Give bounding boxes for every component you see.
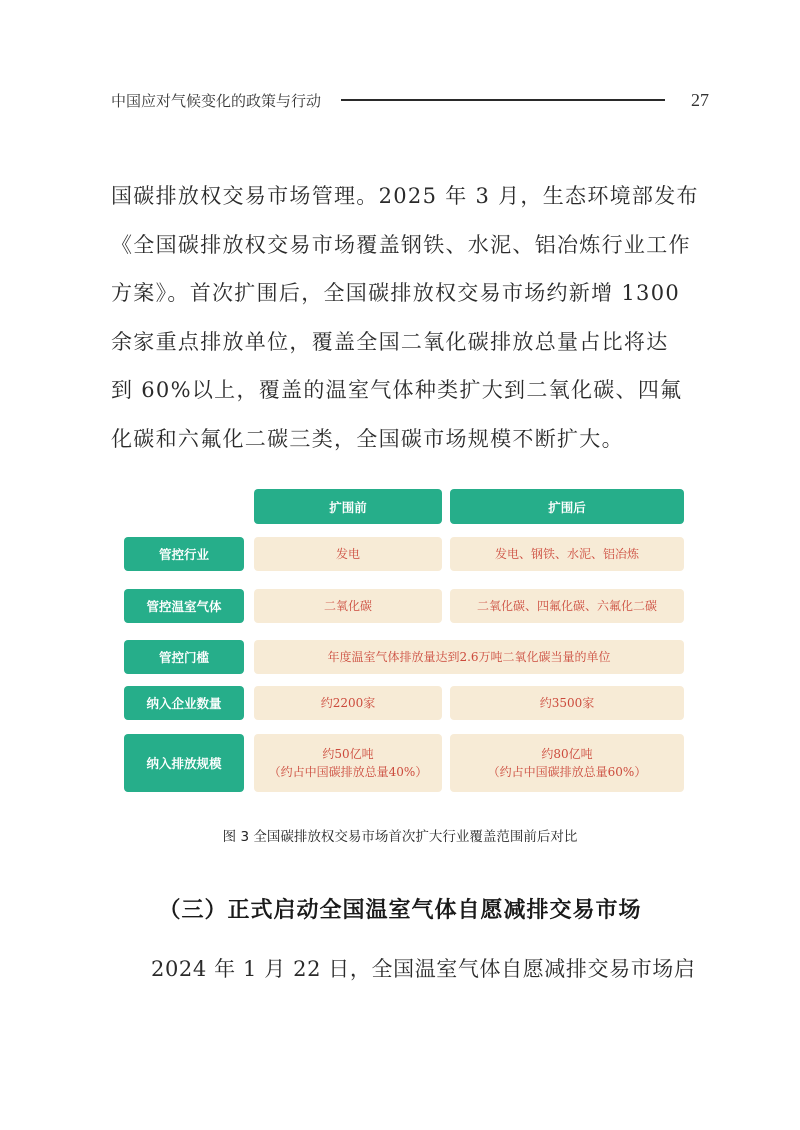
running-header (111, 86, 709, 114)
cell-threshold-merged (254, 640, 684, 674)
cell-emissions-before (254, 734, 442, 792)
cell-text: 发电、钢铁、水泥、铝冶炼 (494, 547, 639, 561)
page-number: 27 (691, 89, 709, 110)
cell-text: 发电 (335, 547, 360, 561)
closing-line: 2024 年 1 月 22 日，全国温室气体自愿减排交易市场启 (151, 957, 696, 981)
cell-industry-after (450, 537, 684, 571)
cell-enterprises-after (450, 686, 684, 720)
cell-gases-after (450, 589, 684, 623)
row-label-threshold: 管控门槛 (124, 640, 244, 674)
cell-text: 约3500家 (539, 696, 595, 710)
cell-enterprises-before (254, 686, 442, 720)
header-rule (341, 99, 665, 101)
body-line: 余家重点排放单位，覆盖全国二氧化碳排放总量占比将达 (111, 329, 669, 354)
row-label-gases: 管控温室气体 (124, 589, 244, 623)
row-label-emissions: 纳入排放规模 (124, 734, 244, 792)
body-paragraph (111, 172, 701, 463)
body-line: 国碳排放权交易市场管理。2025 年 3 月，生态环境部发布 (111, 184, 699, 208)
figure-caption: 图 3 全国碳排放权交易市场首次扩大行业覆盖范围前后对比 (222, 829, 578, 845)
cell-text: 二氧化碳、四氟化碳、六氟化二碳 (476, 599, 657, 613)
row-label-industry: 管控行业 (124, 537, 244, 571)
comparison-figure (124, 489, 686, 795)
body-line: 《全国碳排放权交易市场覆盖钢铁、水泥、铝冶炼行业工作 (111, 232, 691, 257)
cell-text: （约占中国碳排放总量40%） (268, 765, 428, 779)
cell-gases-before (254, 589, 442, 623)
cell-text: 二氧化碳 (323, 599, 372, 613)
section-heading: （三）正式启动全国温室气体自愿减排交易市场 (158, 898, 642, 923)
body-line: 方案》。首次扩围后，全国碳排放权交易市场约新增 1300 (111, 281, 681, 305)
cell-industry-before (254, 537, 442, 571)
cell-text: （约占中国碳排放总量60%） (487, 765, 647, 779)
row-label-enterprises: 纳入企业数量 (124, 686, 244, 720)
column-header-before: 扩围前 (254, 489, 442, 524)
header-title: 中国应对气候变化的政策与行动 (111, 91, 322, 110)
body-line: 到 60%以上，覆盖的温室气体种类扩大到二氧化碳、四氟 (111, 378, 683, 402)
body-line: 化碳和六氟化二碳三类，全国碳市场规模不断扩大。 (111, 426, 624, 451)
cell-text: 约50亿吨 (322, 747, 374, 761)
column-header-after: 扩围后 (450, 489, 684, 524)
cell-text: 年度温室气体排放量达到2.6万吨二氧化碳当量的单位 (327, 650, 611, 664)
cell-text: 约2200家 (320, 696, 376, 710)
cell-emissions-after (450, 734, 684, 792)
cell-text: 约80亿吨 (541, 747, 593, 761)
